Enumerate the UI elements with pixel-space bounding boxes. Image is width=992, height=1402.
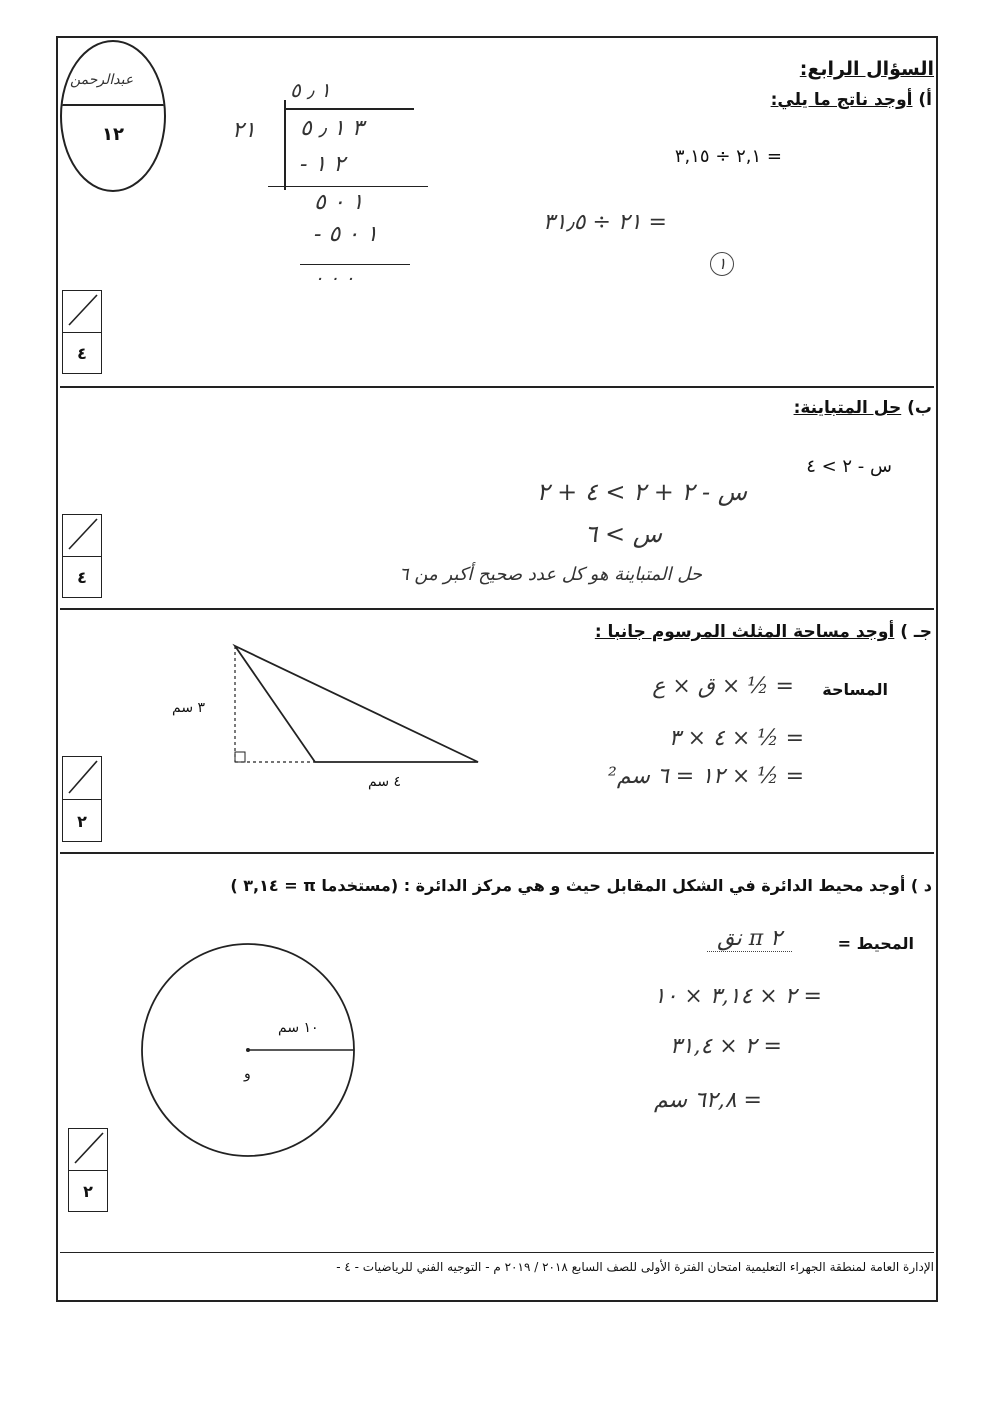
area-step2: = ½ × ١٢ = ٦ سم²	[608, 764, 804, 789]
separator-a-b	[60, 386, 934, 388]
division-quotient: ١ ٫ ٥	[290, 78, 331, 102]
total-score-oval	[60, 40, 166, 192]
part-b-scorebox	[62, 514, 102, 598]
footer-rule	[60, 1252, 934, 1253]
part-a-prompt: أوجد ناتج ما يلي:	[770, 90, 913, 110]
part-c-label: ﺟـ )	[900, 622, 932, 642]
part-c-prompt: أوجد مساحة المثلث المرسوم جانبا :	[594, 622, 895, 642]
division-divisor: ٢١	[232, 118, 256, 143]
division-rule-2	[300, 264, 410, 265]
part-a-expression: = ٢,١ ÷ ٣,١٥	[674, 146, 782, 167]
triangle-base-label: ٤ سم	[368, 774, 402, 790]
part-d-heading	[230, 876, 932, 895]
perimeter-step1: = ٢ × ٣,١٤ × ١٠	[653, 984, 822, 1009]
perimeter-label: المحيط =	[837, 934, 914, 953]
perimeter-step2: = ٢ × ٣١,٤	[669, 1034, 782, 1059]
part-a-max-score: ٤	[77, 344, 87, 363]
part-a-work-line: = ٢١ ÷ ٣١٫٥	[542, 210, 667, 235]
part-d-scorebox	[68, 1128, 108, 1212]
division-rem1: ١ ٠ ٥	[314, 190, 364, 215]
division-bracket	[284, 100, 286, 190]
division-bar	[284, 108, 414, 110]
part-b-step2: س > ٦	[584, 520, 662, 548]
separator-c-d	[60, 852, 934, 854]
part-b-note: حل المتباينة هو كل عدد صحيح أكبر من ٦	[399, 564, 702, 585]
part-a-heading	[771, 90, 932, 110]
division-dividend: ٣ ١ ٫ ٥	[300, 116, 364, 141]
part-a-label: أ)	[918, 90, 932, 110]
question-title: السؤال الرابع:	[799, 58, 934, 80]
perimeter-formula: ٢ π نق	[707, 926, 792, 952]
part-a-work-mark: ١	[710, 252, 734, 276]
part-b-max-score: ٤	[77, 568, 87, 587]
part-b-label: ب)	[907, 398, 932, 418]
part-c-heading	[595, 622, 932, 642]
division-step2: ١ ٠ ٥ -	[314, 222, 378, 247]
division-step1: ٢ ١ -	[300, 152, 346, 177]
grader-signature: عبدالرحمن	[70, 72, 134, 88]
part-c-max-score: ٢	[77, 811, 87, 831]
part-d-max-score: ٢	[83, 1182, 93, 1201]
total-score: ١٢	[102, 124, 124, 145]
circle-radius-label: ١٠ سم	[278, 1020, 319, 1036]
footer-text: الإدارة العامة لمنطقة الجهراء التعليمية امتحان الفترة الأولى للصف السابع ٢٠١٨ / ٢٠١٩ م - التوجيه الفني للرياضيات - ٤ -	[336, 1260, 934, 1274]
area-label: المساحة	[822, 680, 888, 699]
division-final: ٠ ٠ ٠	[314, 268, 355, 289]
perimeter-step3: = ٦٢,٨ سم	[654, 1088, 762, 1113]
circle-figure	[140, 940, 370, 1170]
circle-center-label: و	[244, 1066, 251, 1082]
part-c-scorebox	[62, 756, 102, 842]
triangle-figure	[160, 640, 500, 800]
area-step1: = ½ × ٤ × ٣	[668, 726, 804, 751]
part-b-heading	[794, 398, 932, 418]
part-d-prompt: أوجد محيط الدائرة في الشكل المقابل حيث و هي مركز الدائرة : (مستخدما π = ٣,١٤ )	[230, 876, 906, 895]
part-b-step1: س - ٢ + ٢ > ٤ + ٢	[536, 478, 747, 506]
division-rule-1	[268, 186, 428, 187]
part-d-label: د )	[910, 876, 932, 895]
part-b-inequality: س - ٢ > ٤	[806, 456, 892, 477]
part-b-prompt: حل المتباينة:	[793, 398, 902, 418]
part-a-scorebox	[62, 290, 102, 374]
separator-b-c	[60, 608, 934, 610]
area-formula: = ½ × ق × ع	[652, 674, 794, 699]
triangle-height-label: ٣ سم	[172, 700, 206, 716]
